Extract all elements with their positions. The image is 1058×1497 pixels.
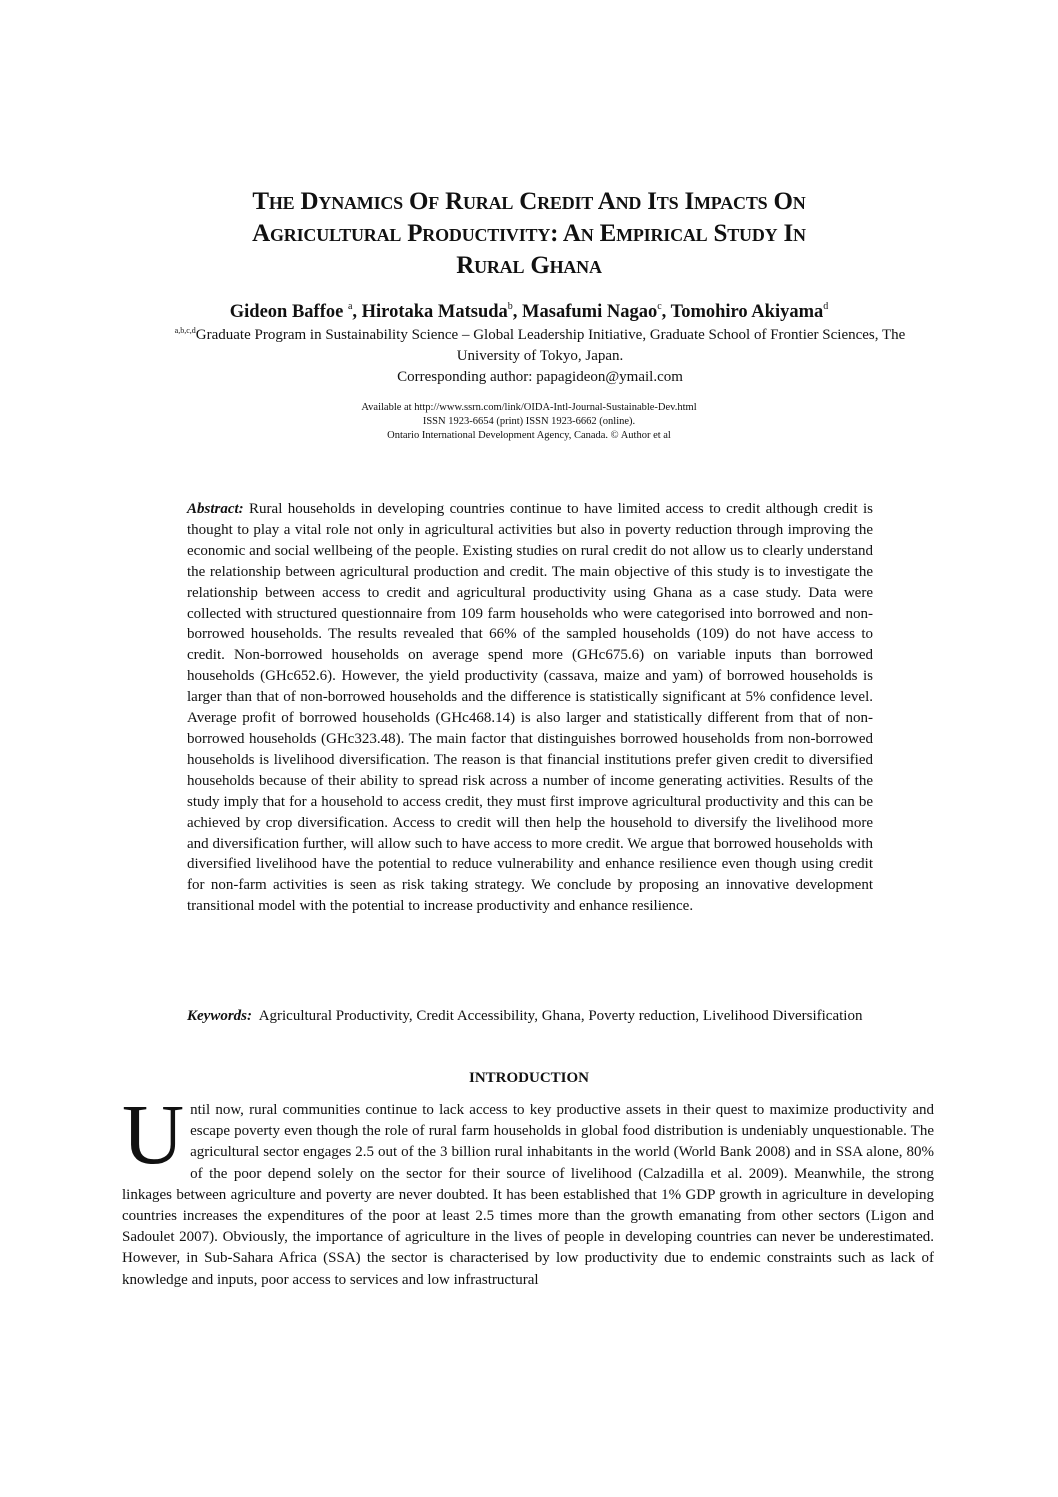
- paper-title: [120, 186, 938, 282]
- author-name: Tomohiro Akiyama: [670, 302, 824, 322]
- publication-info: [250, 401, 808, 443]
- abstract-text: Rural households in developing countries continue to have limited access to credit although credit is thought to play a vital role not only in agricultural activities but also in poverty reduction through improving the economic and social wellbeing of the people. Existing studies on rural credit do not allow us to clearly understand the relationship between agricultural production and credit. The main objective of this study is to investigate the relationship between access to credit and agricultural productivity using Ghana as a case study. Data were collected with structured questionnaire from 109 farm households who were categorised into borrowed and non-borrowed households. The results revealed that 66% of the sampled households (109) do not have access to credit. Non-borrowed households on average spend more (GHc675.6) on variable inputs than borrowed households (GHc652.6). However, the yield productivity (cassava, maize and yam) of borrowed households is larger than that of non-borrowed households and the difference is statistically significant at 5% confidence level. Average profit of borrowed households (GHc468.14) is also larger and statistically different from that of non-borrowed households (GHc323.48). The main factor that distinguishes borrowed households from non-borrowed households is livelihood diversification. The reason is that financial institutions prefer given credit to diversified households because of their ability to spread risk across a number of income generating activities. Results of the study imply that for a household to access credit, they must first improve agricultural productivity and this can be achieved by crop diversification. Access to credit will then help the household to diversify the livelihood more and diversification further, will allow such to have access to more credit. We argue that borrowed households with diversified livelihood have the potential to reduce vulnerability and enhance resilience even though using credit for non-farm activities is seen as risk taking strategy. We conclude by proposing an innovative development transitional model with the potential to increase productivity and enhance resilience.: [187, 501, 873, 915]
- author-name: Gideon Baffoe: [229, 302, 344, 322]
- author-list: Gideon Baffoe $^a$, Hirotaka Matsuda$^b$, Masafumi Nagao$^c$, Tomohiro Akiyama$^d$: [229, 301, 829, 322]
- author-sup: a: [347, 301, 353, 312]
- author-sup: c: [657, 301, 662, 312]
- publisher: Ontario International Development Agency, Canada. © Author et al: [387, 430, 671, 441]
- corresponding-author: Corresponding author: papagideon@ymail.com: [397, 369, 683, 385]
- title-line-2: Agricultural Productivity: An Empirical Study In: [252, 220, 806, 247]
- abstract: [187, 499, 873, 917]
- abstract-label: Abstract:: [187, 501, 244, 517]
- keywords-label: Keywords:: [187, 1008, 252, 1024]
- affiliation: [150, 320, 930, 388]
- author-name: Hirotaka Matsuda: [361, 302, 508, 322]
- title-line-1: The Dynamics Of Rural Credit And Its Impacts On: [252, 188, 806, 215]
- author-name: Masafumi Nagao: [522, 302, 658, 322]
- author-sup: d: [823, 301, 829, 312]
- section-heading-introduction: INTRODUCTION: [468, 1070, 589, 1086]
- introduction-body: [122, 1086, 934, 1291]
- author-sup: b: [507, 301, 513, 312]
- availability-link[interactable]: Available at http://www.ssrn.com/link/OIDA-Intl-Journal-Sustainable-Dev.html: [361, 402, 697, 413]
- keywords: [187, 1006, 873, 1027]
- affiliation-sup: a,b,c,d: [174, 326, 196, 335]
- introduction-text: ntil now, rural communities continue to lack access to key productive assets in their quest to maximize productivity and escape poverty even though the role of rural farm households in global food distribution is undeniably unquestionable. The agricultural sector engages 2.5 out of the 3 billion rural inhabitants in the world (World Bank 2008) and in SSA alone, 80% of the poor depend solely on the sector for their source of livelihood (Calzadilla et al. 2009). Meanwhile, the strong linkages between agriculture and poverty are never doubted. It has been established that 1% GDP growth in agriculture in developing countries increases the expenditures of the poor at least 2.5 times more than the growth emanating from other sectors (Ligon and Sadoulet 2007). Obviously, the importance of agriculture in the lives of people in developing countries can never be underestimated. However, in Sub-Sahara Africa (SSA) the sector is characterised by low productivity due to endemic constraints such as lack of knowledge and inputs, poor access to services and low infrastructural: [122, 1102, 934, 1288]
- keywords-text: Agricultural Productivity, Credit Accessibility, Ghana, Poverty reduction, Livelihood Diversification: [258, 1008, 863, 1024]
- issn: ISSN 1923-6654 (print) ISSN 1923-6662 (online).: [422, 416, 636, 427]
- title-line-3: Rural Ghana: [456, 252, 602, 279]
- affiliation-text: Graduate Program in Sustainability Science – Global Leadership Initiative, Graduate School of Frontier Sciences, The University of Tokyo, Japan.: [195, 327, 906, 364]
- drop-cap: U: [122, 1086, 185, 1182]
